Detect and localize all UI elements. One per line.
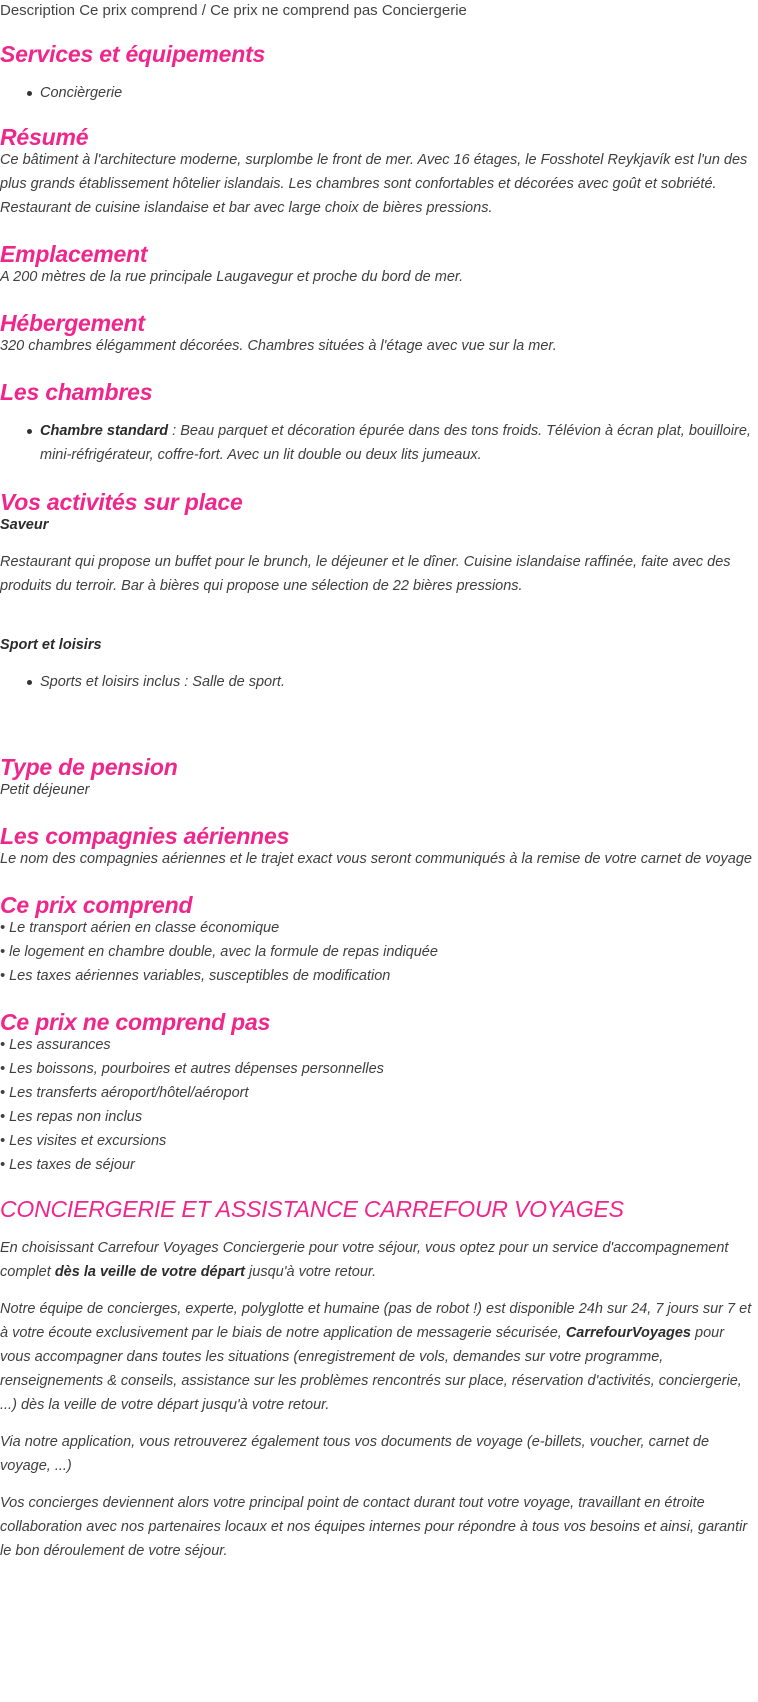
list-item: • Les taxes de séjour <box>0 1157 135 1173</box>
list-item: • le logement en chambre double, avec la formule de repas indiquée <box>0 944 438 960</box>
hebergement-text: 320 chambres élégamment décorées. Chambres situées à l'étage avec vue sur la mer. <box>0 338 557 354</box>
conciergerie-paragraph-4: Vos concierges deviennent alors votre principal point de contact durant tout votre voyage, travaillant en étroite collaboration avec nos partenaires locaux et nos équipes internes pour répondre à tous vos besoins et ainsi, garantir le bon déroulement de votre séjour. <box>0 1495 748 1559</box>
resume-text: Ce bâtiment à l'architecture moderne, surplombe le front de mer. Avec 16 étages, le Fosshotel Reykjavík est l'un des plus grands établissement hôtelier islandais. Les chambres sont confortables et décorées avec goût et sobriété. Restaurant de cuisine islandaise et bar avec large choix de bières pressions. <box>0 152 748 216</box>
list-item: • Les repas non inclus <box>0 1109 143 1125</box>
services-list <box>0 81 758 105</box>
list-item: Sports et loisirs inclus : Salle de sport. <box>40 670 758 694</box>
list-item: • Les assurances <box>0 1037 111 1053</box>
conciergerie-paragraph-3: Via notre application, vous retrouverez également tous vos documents de voyage (e-billets, voucher, carnet de voyage, ...) <box>0 1434 710 1474</box>
list-item: • Les transferts aéroport/hôtel/aéroport <box>0 1085 249 1101</box>
emplacement-title: Emplacement <box>0 241 148 267</box>
hebergement-title: Hébergement <box>0 310 145 336</box>
services-title: Services et équipements <box>0 41 266 67</box>
room-name: Chambre standard <box>40 423 169 439</box>
paragraph-bold-text: dès la veille de votre départ <box>54 1264 246 1280</box>
ne-comprend-list <box>0 1033 758 1177</box>
paragraph-bold-text: CarrefourVoyages <box>565 1325 691 1341</box>
list-item: • Le transport aérien en classe économique <box>0 920 280 936</box>
saveur-text: Restaurant qui propose un buffet pour le brunch, le déjeuner et le dîner. Cuisine islandaise raffinée, faite avec des produits du terroir. Bar à bières qui propose une sélection de 22 bières pressions. <box>0 554 731 594</box>
conciergerie-paragraph-2 <box>0 1297 758 1417</box>
conciergerie-title: CONCIERGERIE ET ASSISTANCE CARREFOUR VOYAGES <box>0 1196 624 1222</box>
paragraph-text: Notre équipe de concierges, experte, polyglotte et humaine (pas de robot !) est disponible 24h sur 24, 7 jours sur 7 et à votre écoute exclusivement par le biais de notre application de messagerie sécurisée, <box>0 1301 752 1341</box>
emplacement-text: A 200 mètres de la rue principale Laugavegur et proche du bord de mer. <box>0 269 464 285</box>
list-item <box>40 419 758 467</box>
pension-text: Petit déjeuner <box>0 782 90 798</box>
list-item: Concièrgerie <box>40 81 758 105</box>
compagnies-title: Les compagnies aériennes <box>0 823 290 849</box>
tab-breadcrumb: Description Ce prix comprend / Ce prix ne comprend pas Conciergerie <box>0 2 467 19</box>
chambres-list <box>0 419 758 467</box>
list-item: • Les boissons, pourboires et autres dépenses personnelles <box>0 1061 384 1077</box>
comprend-list <box>0 916 758 988</box>
sport-list <box>0 670 758 694</box>
chambres-title: Les chambres <box>0 379 153 405</box>
sport-label <box>0 633 758 657</box>
list-item: • Les visites et excursions <box>0 1133 167 1149</box>
ne-comprend-title: Ce prix ne comprend pas <box>0 1009 271 1035</box>
room-description: : Beau parquet et décoration épurée dans des tons froids. Télévion à écran plat, bouilloire, mini-réfrigérateur, coffre-fort. Avec un lit double ou deux lits jumeaux. <box>40 423 751 463</box>
conciergerie-paragraph-1 <box>0 1236 758 1284</box>
paragraph-text: En choisissant Carrefour Voyages Conciergerie pour votre séjour, vous optez pour un service d'accompagnement complet <box>0 1240 729 1280</box>
saveur-label <box>0 513 758 537</box>
activites-title: Vos activités sur place <box>0 489 243 515</box>
list-item: • Les taxes aériennes variables, susceptibles de modification <box>0 968 391 984</box>
sport-label-text: Sport et loisirs <box>0 637 102 653</box>
pension-title: Type de pension <box>0 754 178 780</box>
resume-title: Résumé <box>0 124 89 150</box>
compagnies-text: Le nom des compagnies aériennes et le trajet exact vous seront communiqués à la remise de votre carnet de voyage <box>0 851 752 867</box>
saveur-label-text: Saveur <box>0 517 49 533</box>
paragraph-text: pour vous accompagner dans toutes les situations (enregistrement de vols, demandes sur votre programme, renseignements & conseils, assistance sur les problèmes rencontrés sur place, réservation d'activités, conciergerie, ...) dès la veille de votre départ jusqu'à votre retour. <box>0 1325 742 1413</box>
paragraph-text: jusqu'à votre retour. <box>245 1264 377 1280</box>
comprend-title: Ce prix comprend <box>0 892 193 918</box>
